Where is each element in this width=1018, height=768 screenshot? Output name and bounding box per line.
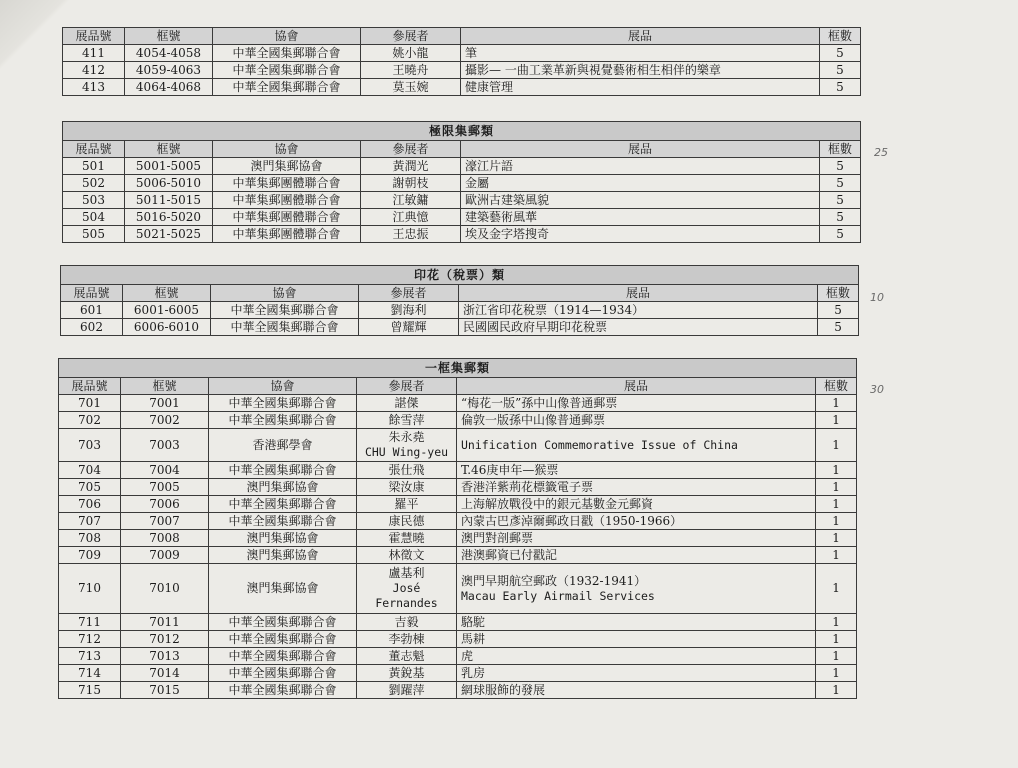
cell-frame-range: 7007 xyxy=(121,513,209,530)
cell-exhibitor: 羅平 xyxy=(357,496,457,513)
cell-exhibit: 倫敦一版孫中山像普通郵票 xyxy=(457,412,816,429)
cell-frame-count: 1 xyxy=(816,682,857,699)
cell-association: 澳門集郵協會 xyxy=(209,564,357,614)
cell-frame-range: 7003 xyxy=(121,429,209,462)
cell-exhibit: 濠江片語 xyxy=(461,158,820,175)
cell-association: 澳門集郵協會 xyxy=(209,530,357,547)
header-frame-count: 框數 xyxy=(820,28,861,45)
header-frame-no: 框號 xyxy=(125,141,213,158)
table-row xyxy=(61,302,859,319)
cell-exhibitor: 吉毅 xyxy=(357,614,457,631)
cell-exhibitor: 黃銳基 xyxy=(357,665,457,682)
cell-exhibitor: 李勃棟 xyxy=(357,631,457,648)
exhibit-line: 澳門早期航空郵政（1932-1941） xyxy=(461,573,647,588)
cell-association: 中華集郵團體聯合會 xyxy=(213,192,361,209)
header-association: 協會 xyxy=(209,378,357,395)
cell-frame-range: 5011-5015 xyxy=(125,192,213,209)
cell-frame-count: 1 xyxy=(816,547,857,564)
cell-association: 中華全國集郵聯合會 xyxy=(213,79,361,96)
cell-item-no: 412 xyxy=(63,62,125,79)
cell-association: 中華全國集郵聯合會 xyxy=(209,631,357,648)
cell-association: 澳門集郵協會 xyxy=(209,479,357,496)
header-frame-count: 框數 xyxy=(818,285,859,302)
cell-frame-range: 5016-5020 xyxy=(125,209,213,226)
table-row xyxy=(63,209,861,226)
cell-frame-count: 5 xyxy=(820,192,861,209)
cell-exhibit: 攝影— 一曲工業革新與視覺藝術相生相伴的樂章 xyxy=(461,62,820,79)
header-item-no: 展品號 xyxy=(61,285,123,302)
cell-association: 香港郵學會 xyxy=(209,429,357,462)
cell-exhibitor: 謝朝枝 xyxy=(361,175,461,192)
header-frame-no: 框號 xyxy=(125,28,213,45)
header-exhibit: 展品 xyxy=(461,141,820,158)
section-table-4xx xyxy=(62,27,861,96)
cell-frame-range: 4064-4068 xyxy=(125,79,213,96)
cell-exhibit: 健康管理 xyxy=(461,79,820,96)
table-row xyxy=(63,62,861,79)
cell-frame-count: 5 xyxy=(820,175,861,192)
cell-item-no: 502 xyxy=(63,175,125,192)
cell-item-no: 713 xyxy=(59,648,121,665)
cell-frame-count: 1 xyxy=(816,462,857,479)
column-header-row xyxy=(61,285,859,302)
cell-item-no: 704 xyxy=(59,462,121,479)
header-exhibitor: 參展者 xyxy=(359,285,459,302)
cell-exhibitor: 曾耀輝 xyxy=(359,319,459,336)
exhibitor-line: 朱永堯 xyxy=(388,430,425,444)
cell-item-no: 707 xyxy=(59,513,121,530)
cell-exhibit: 筆 xyxy=(461,45,820,62)
header-frame-no: 框號 xyxy=(123,285,211,302)
cell-frame-range: 5006-5010 xyxy=(125,175,213,192)
column-header-row xyxy=(63,141,861,158)
table-row xyxy=(59,564,857,614)
header-association: 協會 xyxy=(211,285,359,302)
cell-frame-count: 1 xyxy=(816,648,857,665)
cell-frame-count: 5 xyxy=(820,226,861,243)
cell-exhibitor: 黃潤光 xyxy=(361,158,461,175)
exhibitor-line: 盧基利 xyxy=(388,566,425,580)
header-association: 協會 xyxy=(213,141,361,158)
cell-frame-range: 7012 xyxy=(121,631,209,648)
section-table-revenue xyxy=(60,265,859,336)
cell-frame-range: 7005 xyxy=(121,479,209,496)
header-exhibit: 展品 xyxy=(457,378,816,395)
cell-association: 中華集郵團體聯合會 xyxy=(213,175,361,192)
cell-frame-range: 7006 xyxy=(121,496,209,513)
cell-frame-count: 1 xyxy=(816,395,857,412)
section-title-row xyxy=(61,266,859,285)
margin-note-1: 25 xyxy=(874,146,888,159)
cell-item-no: 702 xyxy=(59,412,121,429)
cell-exhibit: 馬耕 xyxy=(457,631,816,648)
cell-frame-range: 5001-5005 xyxy=(125,158,213,175)
cell-frame-count: 5 xyxy=(820,45,861,62)
cell-item-no: 411 xyxy=(63,45,125,62)
cell-frame-range: 6006-6010 xyxy=(123,319,211,336)
cell-item-no: 711 xyxy=(59,614,121,631)
cell-frame-range: 7011 xyxy=(121,614,209,631)
cell-exhibitor: 梁汝康 xyxy=(357,479,457,496)
table-row xyxy=(63,226,861,243)
cell-association: 中華集郵團體聯合會 xyxy=(213,226,361,243)
cell-exhibit: 港澳郵資已付戳記 xyxy=(457,547,816,564)
cell-exhibitor: 餘雪萍 xyxy=(357,412,457,429)
cell-association: 中華全國集郵聯合會 xyxy=(209,665,357,682)
cell-frame-range: 4054-4058 xyxy=(125,45,213,62)
cell-association: 中華全國集郵聯合會 xyxy=(211,302,359,319)
cell-association: 澳門集郵協會 xyxy=(213,158,361,175)
cell-frame-range: 7013 xyxy=(121,648,209,665)
cell-association: 中華全國集郵聯合會 xyxy=(209,462,357,479)
cell-frame-count: 1 xyxy=(816,631,857,648)
table-row xyxy=(63,175,861,192)
column-header-row xyxy=(63,28,861,45)
cell-frame-count: 1 xyxy=(816,665,857,682)
cell-exhibitor: 莫玉婉 xyxy=(361,79,461,96)
exhibit-line: Unification Commemorative Issue of China xyxy=(461,437,738,452)
cell-exhibit: 虎 xyxy=(457,648,816,665)
table-row xyxy=(59,496,857,513)
cell-exhibit: 浙江省印花稅票（1914—1934） xyxy=(459,302,818,319)
cell-exhibit: 埃及金字塔搜奇 xyxy=(461,226,820,243)
cell-item-no: 503 xyxy=(63,192,125,209)
header-item-no: 展品號 xyxy=(59,378,121,395)
margin-note-3: 30 xyxy=(870,383,884,396)
column-header-row xyxy=(59,378,857,395)
exhibitor-line: CHU Wing-yeu xyxy=(364,445,449,459)
cell-exhibit: 香港洋紫荊花標籤電子票 xyxy=(457,479,816,496)
section-title-row xyxy=(63,122,861,141)
cell-exhibit: T.46庚申年—猴票 xyxy=(457,462,816,479)
table-row xyxy=(59,614,857,631)
cell-frame-count: 1 xyxy=(816,530,857,547)
cell-association: 中華全國集郵聯合會 xyxy=(211,319,359,336)
table-row xyxy=(59,429,857,462)
cell-frame-count: 5 xyxy=(818,302,859,319)
cell-exhibitor: 王忠振 xyxy=(361,226,461,243)
cell-exhibit: 駱駝 xyxy=(457,614,816,631)
table-row xyxy=(59,648,857,665)
cell-frame-range: 7008 xyxy=(121,530,209,547)
cell-frame-range: 7010 xyxy=(121,564,209,614)
cell-frame-count: 1 xyxy=(816,513,857,530)
table-row xyxy=(63,192,861,209)
cell-item-no: 602 xyxy=(61,319,123,336)
cell-exhibitor: 王曉舟 xyxy=(361,62,461,79)
cell-item-no: 413 xyxy=(63,79,125,96)
cell-association: 中華全國集郵聯合會 xyxy=(209,412,357,429)
cell-association: 中華全國集郵聯合會 xyxy=(209,513,357,530)
cell-association: 中華全國集郵聯合會 xyxy=(209,395,357,412)
cell-exhibitor: 霍慧曉 xyxy=(357,530,457,547)
table-row xyxy=(59,682,857,699)
cell-frame-count: 5 xyxy=(820,79,861,96)
cell-item-no: 601 xyxy=(61,302,123,319)
cell-frame-range: 7001 xyxy=(121,395,209,412)
table-row xyxy=(63,45,861,62)
table-row xyxy=(59,479,857,496)
cell-association: 中華全國集郵聯合會 xyxy=(209,682,357,699)
cell-frame-range: 7002 xyxy=(121,412,209,429)
cell-item-no: 709 xyxy=(59,547,121,564)
table-row xyxy=(63,158,861,175)
table-row xyxy=(59,530,857,547)
cell-item-no: 712 xyxy=(59,631,121,648)
cell-frame-range: 4059-4063 xyxy=(125,62,213,79)
cell-exhibit: 建築藝術風華 xyxy=(461,209,820,226)
cell-association: 中華全國集郵聯合會 xyxy=(213,62,361,79)
section-title-row xyxy=(59,359,857,378)
cell-exhibitor: 張仕飛 xyxy=(357,462,457,479)
cell-exhibitor xyxy=(357,429,457,462)
table-row xyxy=(59,547,857,564)
header-item-no: 展品號 xyxy=(63,28,125,45)
cell-frame-range: 7015 xyxy=(121,682,209,699)
cell-exhibit: “梅花一版”孫中山像普通郵票 xyxy=(457,395,816,412)
table-row xyxy=(59,631,857,648)
cell-frame-count: 5 xyxy=(820,209,861,226)
table-row xyxy=(59,462,857,479)
cell-exhibit: 歐洲古建築風貌 xyxy=(461,192,820,209)
cell-frame-range: 6001-6005 xyxy=(123,302,211,319)
cell-frame-range: 7004 xyxy=(121,462,209,479)
cell-item-no: 708 xyxy=(59,530,121,547)
section-title: 一框集郵類 xyxy=(59,359,857,378)
cell-frame-count: 1 xyxy=(816,496,857,513)
cell-exhibit: 金屬 xyxy=(461,175,820,192)
margin-note-2: 10 xyxy=(870,291,884,304)
cell-frame-range: 5021-5025 xyxy=(125,226,213,243)
section-title: 極限集郵類 xyxy=(63,122,861,141)
cell-frame-count: 5 xyxy=(820,62,861,79)
cell-exhibitor: 康民德 xyxy=(357,513,457,530)
cell-item-no: 715 xyxy=(59,682,121,699)
section-table-maximaphily xyxy=(62,121,861,243)
table-row xyxy=(61,319,859,336)
table-row xyxy=(59,513,857,530)
header-item-no: 展品號 xyxy=(63,141,125,158)
cell-frame-count: 5 xyxy=(818,319,859,336)
cell-item-no: 501 xyxy=(63,158,125,175)
cell-item-no: 710 xyxy=(59,564,121,614)
header-exhibitor: 參展者 xyxy=(357,378,457,395)
exhibitor-line: Fernandes xyxy=(375,596,438,610)
cell-exhibit: 網球服飾的發展 xyxy=(457,682,816,699)
header-frame-count: 框數 xyxy=(820,141,861,158)
table-row xyxy=(63,79,861,96)
cell-exhibit xyxy=(457,429,816,462)
cell-item-no: 706 xyxy=(59,496,121,513)
exhibit-line: Macau Early Airmail Services xyxy=(461,588,655,603)
page-corner-fold xyxy=(0,0,70,70)
header-frame-no: 框號 xyxy=(121,378,209,395)
table-row xyxy=(59,412,857,429)
cell-association: 中華全國集郵聯合會 xyxy=(213,45,361,62)
cell-exhibit: 內蒙古巴彥淖爾郵政日戳（1950-1966） xyxy=(457,513,816,530)
cell-frame-count: 1 xyxy=(816,429,857,462)
cell-exhibitor: 江典憶 xyxy=(361,209,461,226)
cell-item-no: 705 xyxy=(59,479,121,496)
cell-frame-range: 7009 xyxy=(121,547,209,564)
cell-exhibitor: 姚小龍 xyxy=(361,45,461,62)
cell-exhibitor: 江敏鏞 xyxy=(361,192,461,209)
cell-frame-count: 1 xyxy=(816,412,857,429)
cell-exhibit: 乳房 xyxy=(457,665,816,682)
header-frame-count: 框數 xyxy=(816,378,857,395)
cell-frame-count: 1 xyxy=(816,564,857,614)
cell-exhibitor: 諶傑 xyxy=(357,395,457,412)
header-exhibitor: 參展者 xyxy=(361,28,461,45)
section-title: 印花（稅票）類 xyxy=(61,266,859,285)
cell-association: 中華全國集郵聯合會 xyxy=(209,648,357,665)
cell-exhibitor: 董志魁 xyxy=(357,648,457,665)
cell-item-no: 703 xyxy=(59,429,121,462)
header-exhibitor: 參展者 xyxy=(361,141,461,158)
cell-exhibit: 民國國民政府早期印花稅票 xyxy=(459,319,818,336)
cell-association: 中華全國集郵聯合會 xyxy=(209,496,357,513)
cell-exhibit xyxy=(457,564,816,614)
cell-item-no: 714 xyxy=(59,665,121,682)
cell-association: 澳門集郵協會 xyxy=(209,547,357,564)
cell-association: 中華全國集郵聯合會 xyxy=(209,614,357,631)
cell-item-no: 504 xyxy=(63,209,125,226)
cell-frame-range: 7014 xyxy=(121,665,209,682)
cell-exhibit: 澳門對剖郵票 xyxy=(457,530,816,547)
cell-frame-count: 5 xyxy=(820,158,861,175)
cell-exhibitor: 林徵文 xyxy=(357,547,457,564)
header-exhibit: 展品 xyxy=(459,285,818,302)
table-row xyxy=(59,665,857,682)
cell-exhibitor: 劉躍萍 xyxy=(357,682,457,699)
exhibitor-line: José xyxy=(392,581,421,595)
cell-frame-count: 1 xyxy=(816,479,857,496)
cell-exhibit: 上海解放戰役中的銀元基數金元郵資 xyxy=(457,496,816,513)
header-association: 協會 xyxy=(213,28,361,45)
cell-exhibitor xyxy=(357,564,457,614)
header-exhibit: 展品 xyxy=(461,28,820,45)
cell-exhibitor: 劉海利 xyxy=(359,302,459,319)
cell-item-no: 505 xyxy=(63,226,125,243)
cell-frame-count: 1 xyxy=(816,614,857,631)
cell-association: 中華集郵團體聯合會 xyxy=(213,209,361,226)
table-row xyxy=(59,395,857,412)
cell-item-no: 701 xyxy=(59,395,121,412)
section-table-one-frame xyxy=(58,358,857,699)
